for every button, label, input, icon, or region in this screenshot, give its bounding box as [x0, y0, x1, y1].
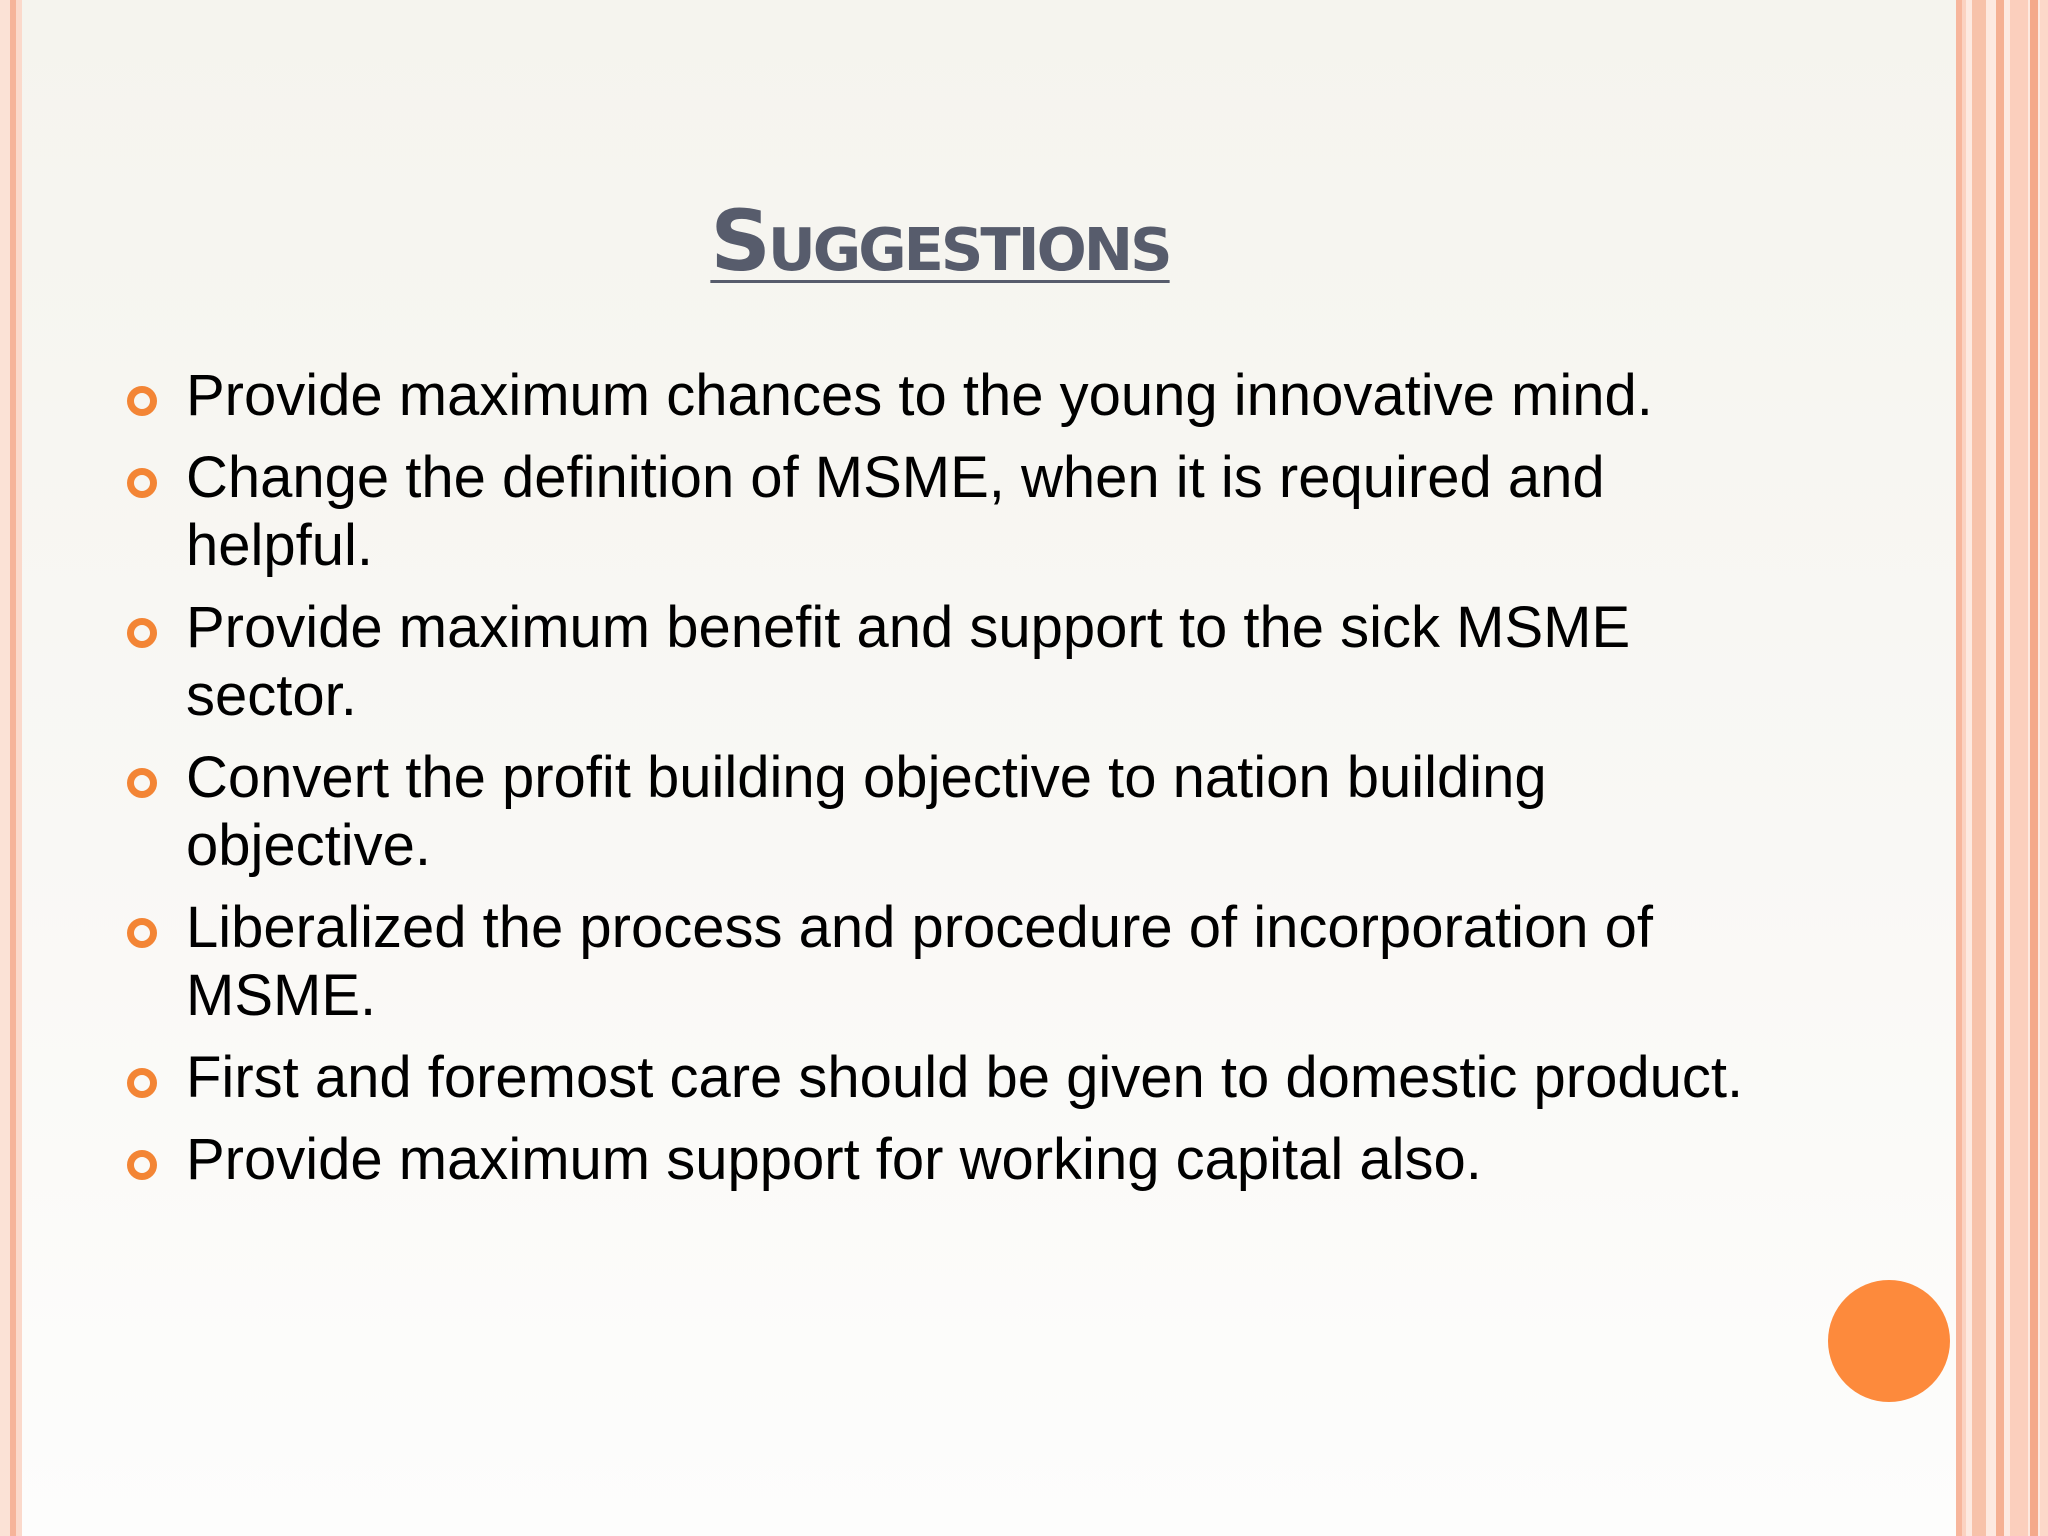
- bullet-item: [124, 894, 1784, 1030]
- circle-bullet-icon: [127, 468, 157, 498]
- slide-title: [0, 192, 1880, 290]
- circle-bullet-icon: [127, 918, 157, 948]
- bullet-item: [124, 1044, 1784, 1112]
- slide-title-text: Suggestions: [710, 192, 1170, 290]
- bullet-item: [124, 744, 1784, 880]
- bullet-text: Provide maximum support for working capital also.: [186, 1127, 1482, 1192]
- right-stripe: [2010, 0, 2028, 1536]
- bullet-text: First and foremost care should be given to domestic product.: [186, 1045, 1744, 1110]
- circle-bullet-icon: [127, 618, 157, 648]
- right-stripe: [1996, 0, 2004, 1536]
- bullet-item: [124, 1126, 1784, 1194]
- bullet-item: [124, 362, 1784, 430]
- circle-bullet-icon: [127, 1068, 157, 1098]
- bullet-text: Change the definition of MSME, when it is required and helpful.: [186, 445, 1605, 578]
- right-stripe: [2030, 0, 2038, 1536]
- right-stripe: [1972, 0, 1986, 1536]
- bullet-text: Liberalized the process and procedure of incorporation of MSME.: [186, 895, 1654, 1028]
- right-stripe: [1962, 0, 1966, 1536]
- circle-bullet-icon: [127, 1150, 157, 1180]
- bullet-item: [124, 594, 1784, 730]
- decorative-circle: [1828, 1280, 1950, 1402]
- bullet-text: Provide maximum chances to the young innovative mind.: [186, 363, 1653, 428]
- bullet-text: Provide maximum benefit and support to the sick MSME sector.: [186, 595, 1631, 728]
- circle-bullet-icon: [127, 768, 157, 798]
- bullet-text: Convert the profit building objective to nation building objective.: [186, 745, 1547, 878]
- bullet-list: [124, 362, 1784, 1208]
- right-stripe: [2040, 0, 2048, 1536]
- circle-bullet-icon: [127, 386, 157, 416]
- bullet-item: [124, 444, 1784, 580]
